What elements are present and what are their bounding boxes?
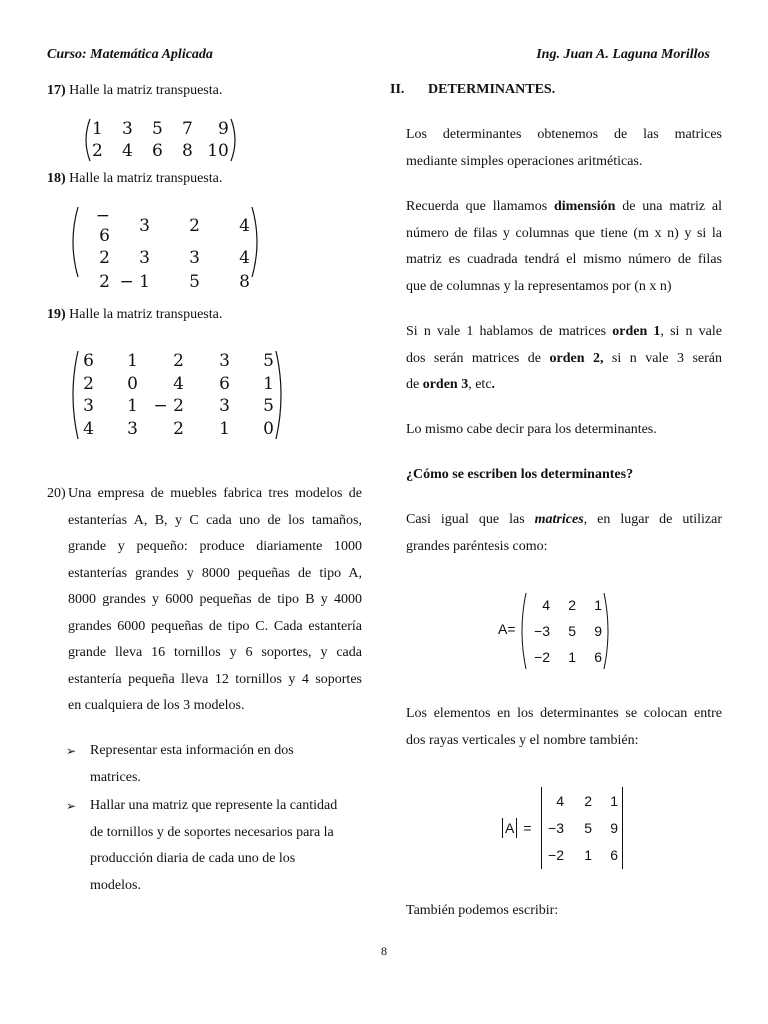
question-heading: ¿Cómo se escriben los determinantes? [406,467,634,482]
text-line [406,346,722,373]
text-line: producción diaria de cada uno de los [90,851,296,866]
text-line: modelos. [90,877,141,893]
left-paren-icon [66,350,80,440]
arrow-bullet-icon: ➢ [66,744,77,758]
matrix-row [544,814,618,841]
left-paren-icon [80,118,92,162]
matrix-cell: 3 [189,248,200,268]
matrix-row [92,140,229,162]
matrix-cell: 1 [610,792,618,809]
matrix-cell: 3 [139,248,150,268]
matrix-cell: 4 [542,597,550,613]
matrix-cell: 2 [584,792,592,809]
matrix-17-table [92,118,229,162]
paragraph-1 [406,122,722,175]
matrix-cell: 3 [219,351,230,372]
text-line: Los elementos en los determinantes se colocan entre [406,706,722,721]
text-span: Si n vale 1 hablamos de matrices [406,324,613,339]
header-author: Ing. Juan A. Laguna Morillos [536,47,710,62]
matrix-cell: − 6 [95,206,110,246]
text-span: si n vale 3 serán [603,350,722,366]
matrix-17 [80,118,241,162]
bullet-1-text [90,738,366,791]
matrix-19-table [80,350,274,440]
right-paren-icon [602,592,612,670]
matrix-cell: 4 [239,248,250,268]
text-line: Hallar una matriz que represente la cantidad [90,798,338,813]
matrix-cell: 4 [122,141,133,161]
exercise-18-prompt [47,166,222,193]
text-line: matrices. [90,769,141,785]
text-line: Representar esta información en dos [90,743,294,758]
bold-term: orden 1 [612,324,661,339]
text-line: matriz es cuadrada tendrá el mismo número de filas [406,252,722,267]
bold-term: . [491,377,496,392]
matrix-cell: 3 [219,396,230,417]
exercise-number: 20) [47,486,66,501]
matrix-cell: 6 [152,141,163,161]
matrix-cell: − 1 [119,272,150,292]
matrix-a-table [528,592,602,670]
matrix-row [92,118,229,140]
text-line: que de columnas y la representamos por (n x n) [406,278,672,294]
exercise-text: Halle la matriz transpuesta. [65,171,223,186]
matrix-cell: 8 [239,272,250,292]
matrix-19 [66,350,288,440]
text-line: 8000 grandes y 6000 pequeñas de tipo B y 4000 [68,592,362,607]
left-bar-icon [541,787,542,869]
matrix-cell: 4 [556,792,564,809]
matrix-cell: 0 [263,418,274,439]
page-number: 8 [381,944,387,958]
matrix-cell: 5 [584,819,592,836]
matrix-row [528,592,602,618]
matrix-cell: − 2 [153,396,184,417]
matrix-cell: 5 [152,119,163,139]
bold-term: dimensión [553,199,616,214]
section-title: DETERMINANTES. [428,82,556,97]
exercise-number: 19) [47,307,66,322]
exercise-number: 18) [47,171,66,186]
text-span: , etc [468,377,492,392]
matrix-cell: 1 [127,396,138,417]
exercise-number: 17) [47,83,66,98]
text-line: estanterías A, B, y C cada uno de los tamaños, [68,512,362,528]
matrix-cell: 1 [92,119,103,139]
matrix-cell: 8 [182,141,193,161]
matrix-cell: −2 [548,847,564,864]
matrix-cell: 1 [584,847,592,864]
matrix-cell: 10 [207,141,229,161]
text-span: de una matriz al [615,199,722,214]
matrix-cell: 9 [610,819,618,836]
matrix-cell: 1 [594,597,602,613]
text-span: , en lugar de utilizar [583,512,722,527]
matrix-cell: 1 [127,351,138,372]
vertical-bar-icon [502,818,503,838]
bold-term: orden 2, [549,350,604,366]
text-line: grande y pequeño: produce diariamente 1000 [68,539,362,554]
matrix-row [80,373,274,396]
matrix-a [518,592,612,670]
text-span: Casi igual que las [406,512,535,527]
matrix-row [528,618,602,644]
header-course: Curso: Matemática Aplicada [47,47,213,62]
text-line [406,507,722,534]
vertical-bar-icon [516,818,517,838]
matrix-row [80,418,274,441]
matrix-row [80,246,250,270]
arrow-bullet-icon: ➢ [66,799,77,813]
paragraph-casi [406,507,722,560]
matrix-cell: 3 [139,216,150,236]
right-paren-icon [229,118,241,162]
matrix-cell: 2 [99,248,110,268]
matrix-row [80,395,274,418]
matrix-cell: 3 [122,119,133,139]
matrix-cell: 6 [219,373,230,394]
exercise-text: Halle la matriz transpuesta. [65,307,223,322]
paragraph-elements [406,701,722,754]
matrix-cell: 1 [219,418,230,439]
matrix-a-label: A= [498,621,516,637]
matrix-cell: 2 [568,597,576,613]
right-paren-icon [250,206,264,278]
matrix-cell: 6 [83,351,94,372]
matrix-cell: 2 [83,373,94,394]
matrix-cell: 4 [83,418,94,439]
matrix-cell: 2 [99,272,110,292]
text-line [406,319,722,346]
matrix-cell: 5 [568,623,576,639]
right-paren-icon [274,350,288,440]
matrix-cell: 0 [127,373,138,394]
matrix-18-table [80,206,250,294]
matrix-cell: 2 [173,418,184,439]
left-paren-icon [66,206,80,278]
exercise-19-prompt [47,302,222,329]
matrix-row [544,787,618,814]
matrix-row [80,270,250,294]
matrix-cell: 6 [610,847,618,864]
text-line: grande lleva 16 tornillos y 6 soportes, y cada [68,645,362,660]
text-line: de tornillos y de soportes necesarios para la [90,824,334,840]
matrix-cell: 4 [239,216,250,236]
text-line: Los determinantes obtenemos de las matrices [406,127,722,142]
matrix-cell: 7 [182,119,193,139]
text-span: de [406,377,423,392]
exercise-20-text [68,481,362,508]
determinant-a-table [544,787,618,869]
matrix-row [80,350,274,373]
text-line: número de filas y columnas que tiene (m x n) y si la [406,225,722,241]
determinant-a [541,787,623,869]
text-line: grandes 6000 pequeñas de tipo C. Cada estantería [68,618,362,634]
text-line [406,194,722,221]
text-span: dos serán matrices de [406,350,550,366]
matrix-cell: −3 [534,623,550,639]
matrix-row [80,206,250,246]
exercise-17-prompt [47,78,222,105]
matrix-cell: 9 [594,623,602,639]
matrix-cell: 3 [127,418,138,439]
matrix-row [544,842,618,869]
matrix-cell: 5 [263,396,274,417]
text-line [406,372,722,399]
matrix-cell: 4 [173,373,184,394]
text-line: Una empresa de muebles fabrica tres modelos de [68,486,362,501]
bullet-2-text [90,793,366,899]
matrix-cell: 2 [173,351,184,372]
matrix-cell: 3 [83,396,94,417]
matrix-18 [66,206,264,292]
matrix-cell: 5 [189,272,200,292]
matrix-cell: 9 [218,119,229,139]
text-line: en cualquiera de los 3 modelos. [68,698,245,713]
det-a-label [502,816,532,840]
exercise-20-body [68,508,362,720]
matrix-cell: 5 [263,351,274,372]
text-span: Recuerda que llamamos [406,199,554,214]
equals-sign: = [523,820,532,836]
exercise-text: Halle la matriz transpuesta. [65,83,223,98]
matrix-cell: 1 [263,373,274,394]
section-number: II. [390,82,405,97]
matrix-cell: −3 [548,819,564,836]
text-line: grandes paréntesis como: [406,538,548,554]
matrix-cell: −2 [534,649,550,665]
text-line: estantería pequeña lleva 12 tornillos y 4 soportes [68,671,362,687]
matrix-cell: 2 [92,141,103,161]
matrix-cell: 2 [189,216,200,236]
paragraph-orden [406,319,722,399]
paragraph-dimension [406,194,722,300]
left-paren-icon [518,592,528,670]
matrix-cell: 1 [568,649,576,665]
matrix-row [528,644,602,670]
paragraph-same: Lo mismo cabe decir para los determinantes. [406,422,657,437]
paragraph-also: También podemos escribir: [406,903,559,918]
matrix-cell: 6 [594,649,602,665]
text-span: , si n vale [660,324,722,339]
bold-term: orden 3 [422,377,469,392]
right-bar-icon [622,787,623,869]
det-name: A [505,820,515,836]
text-line: mediante simples operaciones aritméticas. [406,153,643,169]
text-line: estanterías grandes y 8000 pequeñas de tipo A, [68,565,362,581]
bold-term: matrices [534,512,584,527]
text-line: dos rayas verticales y el nombre también: [406,732,639,748]
